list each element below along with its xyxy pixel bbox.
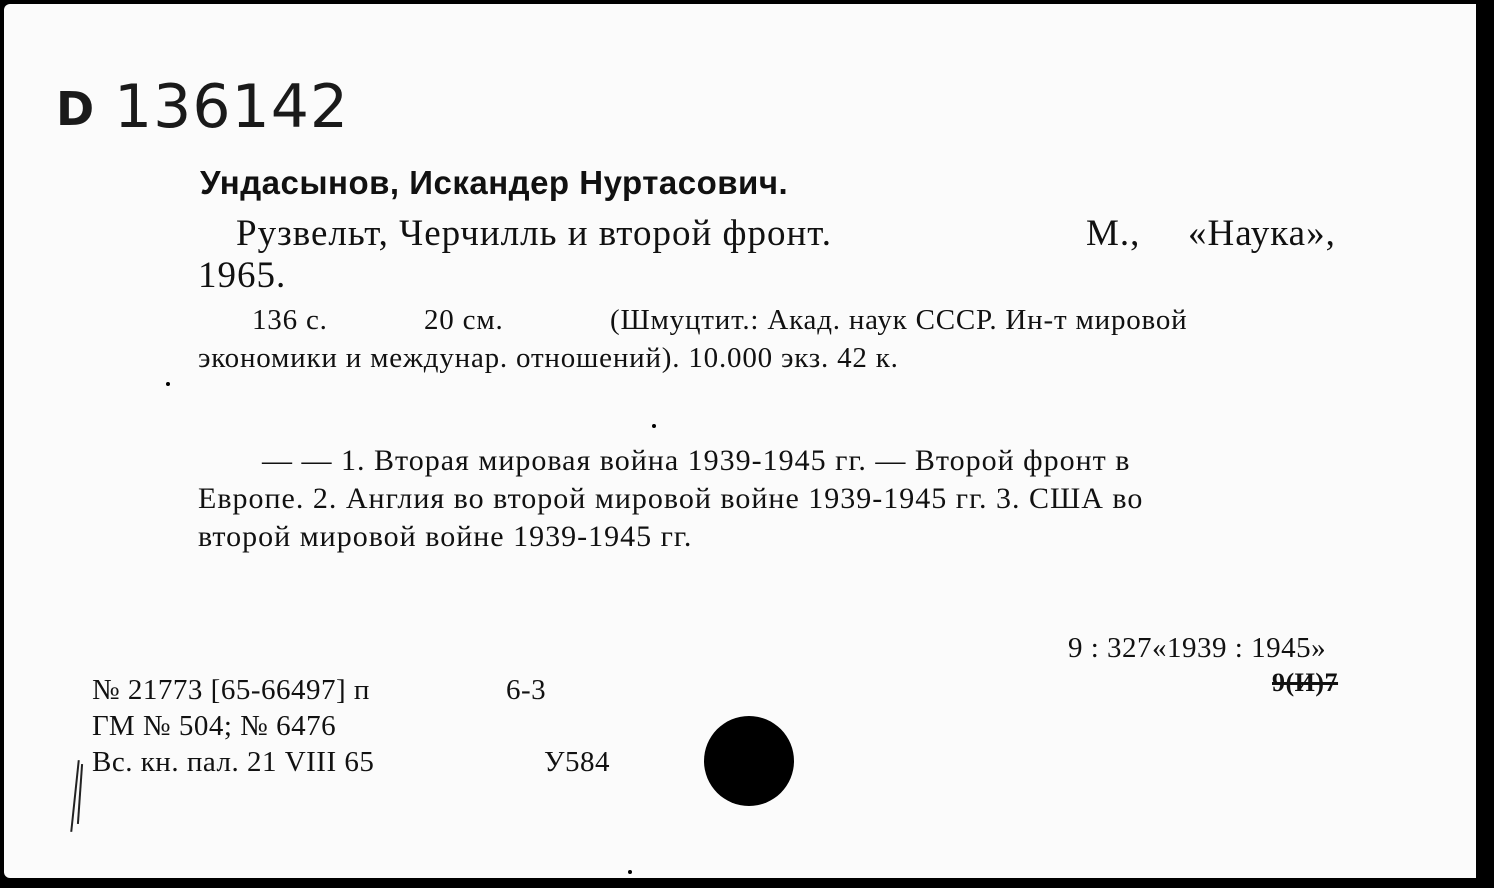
catalog-card (4, 4, 1484, 878)
subjects-line-3: второй мировой войне 1939-1945 гг. (198, 520, 693, 553)
subjects-line-1: — — 1. Вторая мировая война 1939-1945 гг. — Второй фронт в (262, 444, 1131, 477)
publisher: «Наука», (1188, 213, 1336, 254)
speck (166, 382, 170, 386)
book-chamber-date: Вс. кн. пал. 21 VIII 65 (92, 746, 375, 778)
publisher-place: М., (1086, 213, 1141, 254)
speck (652, 424, 656, 428)
index-code: У584 (544, 746, 611, 778)
half-title-note: (Шмуцтит.: Акад. наук СССР. Ин-т мировой (610, 304, 1188, 336)
pages: 136 с. (252, 304, 328, 336)
gm-numbers: ГМ № 504; № 6476 (92, 710, 337, 742)
punch-hole (704, 716, 794, 806)
author-heading: Ундасынов, Искандер Нуртасович. (200, 164, 789, 201)
record-number: № 21773 [65-66497] п (92, 674, 370, 706)
publication-year: 1965. (198, 255, 287, 296)
record-code: 6-3 (506, 674, 547, 706)
call-number: 136142 (114, 72, 350, 142)
classification-struck: 9(И)7 (1272, 668, 1339, 697)
subjects-line-2: Европе. 2. Англия во второй мировой войне 1939-1945 гг. 3. США во (198, 482, 1144, 515)
classification-code: 9 : 327«1939 : 1945» (1068, 632, 1327, 664)
title: Рузвельт, Черчилль и второй фронт. (236, 213, 832, 254)
dimensions: 20 см. (424, 304, 504, 336)
speck (628, 870, 632, 874)
description-line-2: экономики и междунар. отношений). 10.000 экз. 42 к. (198, 342, 899, 374)
call-number-prefix: D (56, 82, 96, 136)
